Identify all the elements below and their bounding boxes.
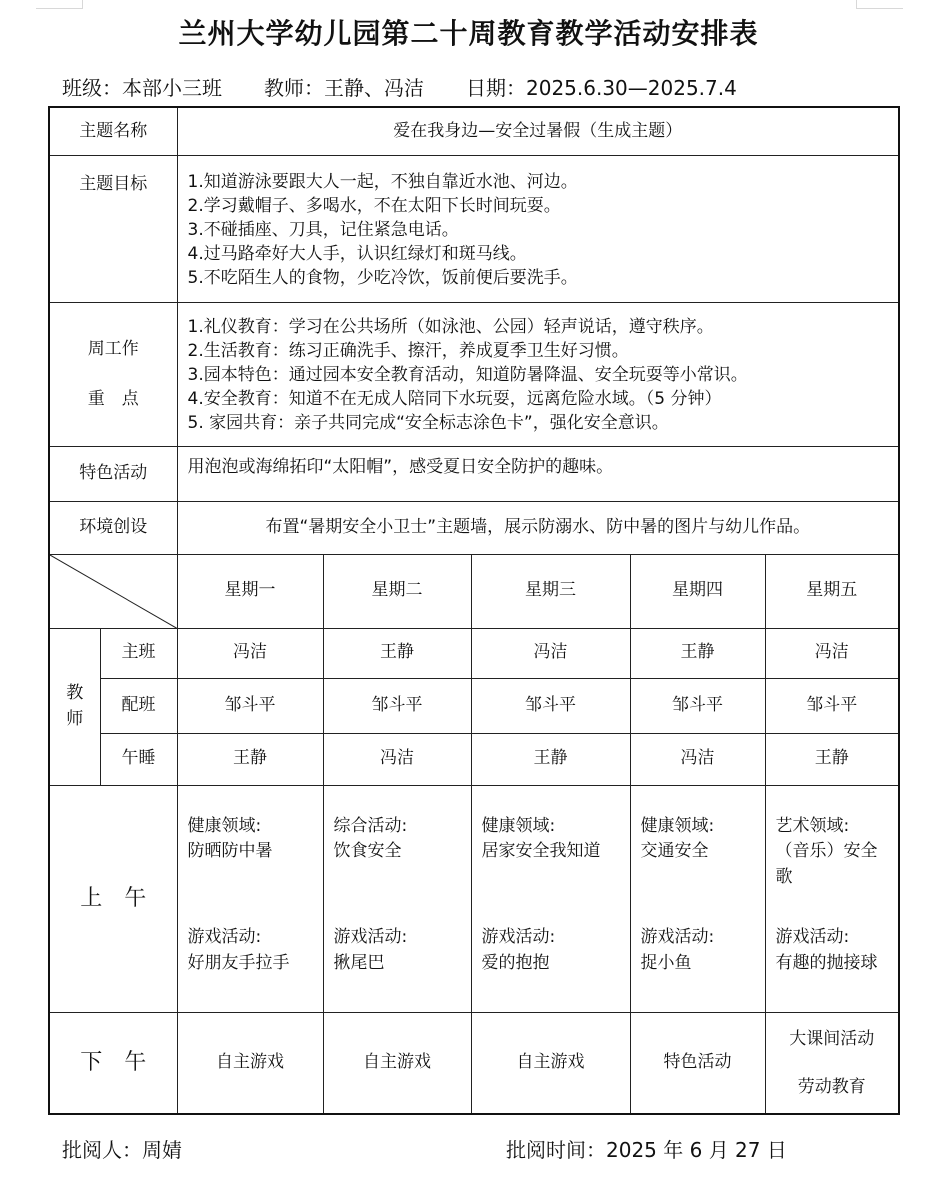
- am-activity: 防晒防中暑: [187, 841, 273, 861]
- day-thursday: 星期四: [630, 554, 765, 628]
- focus-item: 5. 家园共育：亲子共同完成“安全标志涂色卡”，强化安全意识。: [187, 413, 669, 433]
- afternoon-fri-line1: 大课间活动: [789, 1028, 875, 1049]
- teacher-group-char2: 师: [66, 708, 84, 729]
- teacher-cell: 王静: [323, 628, 471, 678]
- teacher-row-assist: [49, 678, 899, 733]
- goal-item: 5.不吃陌生人的食物，少吃冷饮，饭前便后要洗手。: [187, 267, 578, 288]
- am-game: 好朋友手拉手: [187, 952, 290, 973]
- teacher-group-char1: 教: [66, 683, 84, 703]
- afternoon-cell: 自主游戏: [177, 1012, 323, 1114]
- afternoon-cell: 特色活动: [630, 1012, 765, 1114]
- teacher-cell: 冯洁: [471, 628, 630, 678]
- teacher-cell: 冯洁: [323, 733, 471, 785]
- morning-label: 上 午: [49, 785, 177, 1012]
- am-game: 揪尾巴: [333, 952, 385, 973]
- special-label: 特色活动: [49, 446, 177, 501]
- goals-row: [49, 155, 899, 302]
- diagonal-line: [50, 555, 178, 629]
- afternoon-cell: 自主游戏: [323, 1012, 471, 1114]
- afternoon-label: 下 午: [49, 1012, 177, 1114]
- morning-cell-thu: [630, 785, 765, 1012]
- page-title: 兰州大学幼儿园第二十周教育教学活动安排表: [178, 17, 759, 50]
- goal-item: 3.不碰插座、刀具，记住紧急电话。: [187, 219, 459, 240]
- teacher-cell: 王静: [765, 733, 899, 785]
- info-line: [62, 72, 737, 101]
- focus-label: [49, 302, 177, 446]
- focus-item: 3.园本特色：通过园本安全教育活动，知道防暑降温、安全玩耍等小常识。: [187, 365, 748, 385]
- am-activity: 居家安全我知道: [481, 841, 601, 861]
- diagonal-header-cell: [49, 554, 177, 628]
- goal-item: 2.学习戴帽子、多喝水，不在太阳下长时间玩耍。: [187, 195, 561, 216]
- afternoon-cell-fri: [765, 1012, 899, 1114]
- teacher-cell: 邹斗平: [765, 678, 899, 733]
- afternoon-fri-line2: 劳动教育: [797, 1076, 866, 1097]
- teacher-role-label: 午睡: [100, 733, 177, 785]
- teacher-cell: 邹斗平: [471, 678, 630, 733]
- goals-label: 主题目标: [49, 155, 177, 302]
- crop-mark-right: [856, 0, 903, 9]
- am-domain: 健康领域:: [187, 815, 262, 836]
- teacher-cell: 邹斗平: [323, 678, 471, 733]
- environment-row: [49, 501, 899, 554]
- theme-label: 主题名称: [49, 107, 177, 155]
- focus-item: 1.礼仪教育：学习在公共场所（如泳池、公园）轻声说话，遵守秩序。: [187, 317, 714, 337]
- teacher-row-nap: [49, 733, 899, 785]
- goals-list: [177, 155, 899, 302]
- am-game-label: 游戏活动:: [775, 927, 850, 947]
- teacher-role-label: 配班: [100, 678, 177, 733]
- teacher-info: 教师：王静、冯洁: [264, 76, 424, 100]
- afternoon-cell: 自主游戏: [471, 1012, 630, 1114]
- teacher-cell: 冯洁: [765, 628, 899, 678]
- special-row: [49, 446, 899, 501]
- focus-label-line2: 重 点: [87, 389, 139, 409]
- teacher-row-main: [49, 628, 899, 678]
- am-domain: 健康领域:: [481, 815, 556, 836]
- theme-row: [49, 107, 899, 155]
- environment-value: 布置“暑期安全小卫士”主题墙，展示防溺水、防中暑的图片与幼儿作品。: [177, 501, 899, 554]
- date-info: 日期：2025.6.30—2025.7.4: [466, 76, 737, 100]
- day-header-row: [49, 554, 899, 628]
- day-tuesday: 星期二: [323, 554, 471, 628]
- teacher-cell: 王静: [177, 733, 323, 785]
- am-activity: 交通安全: [640, 841, 709, 861]
- am-game: 爱的抱抱: [481, 952, 550, 973]
- focus-list: [177, 302, 899, 446]
- special-value: 用泡泡或海绵拓印“太阳帽”，感受夏日安全防护的趣味。: [177, 446, 899, 501]
- morning-cell-fri: [765, 785, 899, 1012]
- reviewer: 批阅人：周婧: [62, 1138, 182, 1162]
- teacher-group-label: [49, 628, 100, 785]
- focus-item: 2.生活教育：练习正确洗手、擦汗，养成夏季卫生好习惯。: [187, 341, 629, 361]
- morning-cell-wed: [471, 785, 630, 1012]
- environment-label: 环境创设: [49, 501, 177, 554]
- teacher-cell: 王静: [630, 628, 765, 678]
- morning-cell-tue: [323, 785, 471, 1012]
- teacher-cell: 邹斗平: [630, 678, 765, 733]
- am-activity: （音乐）安全歌: [775, 841, 878, 887]
- focus-label-line1: 周工作: [87, 339, 139, 359]
- goal-item: 4.过马路牵好大人手，认识红绿灯和斑马线。: [187, 243, 527, 264]
- am-activity: 饮食安全: [333, 841, 402, 861]
- am-game-label: 游戏活动:: [481, 927, 556, 947]
- am-game: 捉小鱼: [640, 952, 692, 973]
- am-domain: 艺术领域:: [775, 815, 850, 836]
- theme-value: 爱在我身边—安全过暑假（生成主题）: [177, 107, 899, 155]
- am-game-label: 游戏活动:: [640, 927, 715, 947]
- crop-mark-left: [36, 0, 83, 9]
- teacher-cell: 冯洁: [177, 628, 323, 678]
- morning-cell-mon: [177, 785, 323, 1012]
- class-info: 班级：本部小三班: [62, 76, 222, 100]
- am-domain: 健康领域:: [640, 815, 715, 836]
- teacher-cell: 邹斗平: [177, 678, 323, 733]
- afternoon-row: [49, 1012, 899, 1114]
- focus-item: 4.安全教育：知道不在无成人陪同下水玩耍，远离危险水域。（5 分钟）: [187, 389, 722, 409]
- am-game-label: 游戏活动:: [187, 927, 262, 947]
- schedule-table: [48, 106, 900, 1115]
- teacher-cell: 冯洁: [630, 733, 765, 785]
- day-monday: 星期一: [177, 554, 323, 628]
- am-domain: 综合活动:: [333, 815, 408, 836]
- teacher-role-label: 主班: [100, 628, 177, 678]
- am-game-label: 游戏活动:: [333, 927, 408, 947]
- teacher-cell: 王静: [471, 733, 630, 785]
- morning-row: [49, 785, 899, 1012]
- review-time: 批阅时间：2025 年 6 月 27 日: [506, 1138, 787, 1162]
- focus-row: [49, 302, 899, 446]
- am-game: 有趣的抛接球: [775, 952, 878, 973]
- goal-item: 1.知道游泳要跟大人一起，不独自靠近水池、河边。: [187, 171, 578, 192]
- day-wednesday: 星期三: [471, 554, 630, 628]
- day-friday: 星期五: [765, 554, 899, 628]
